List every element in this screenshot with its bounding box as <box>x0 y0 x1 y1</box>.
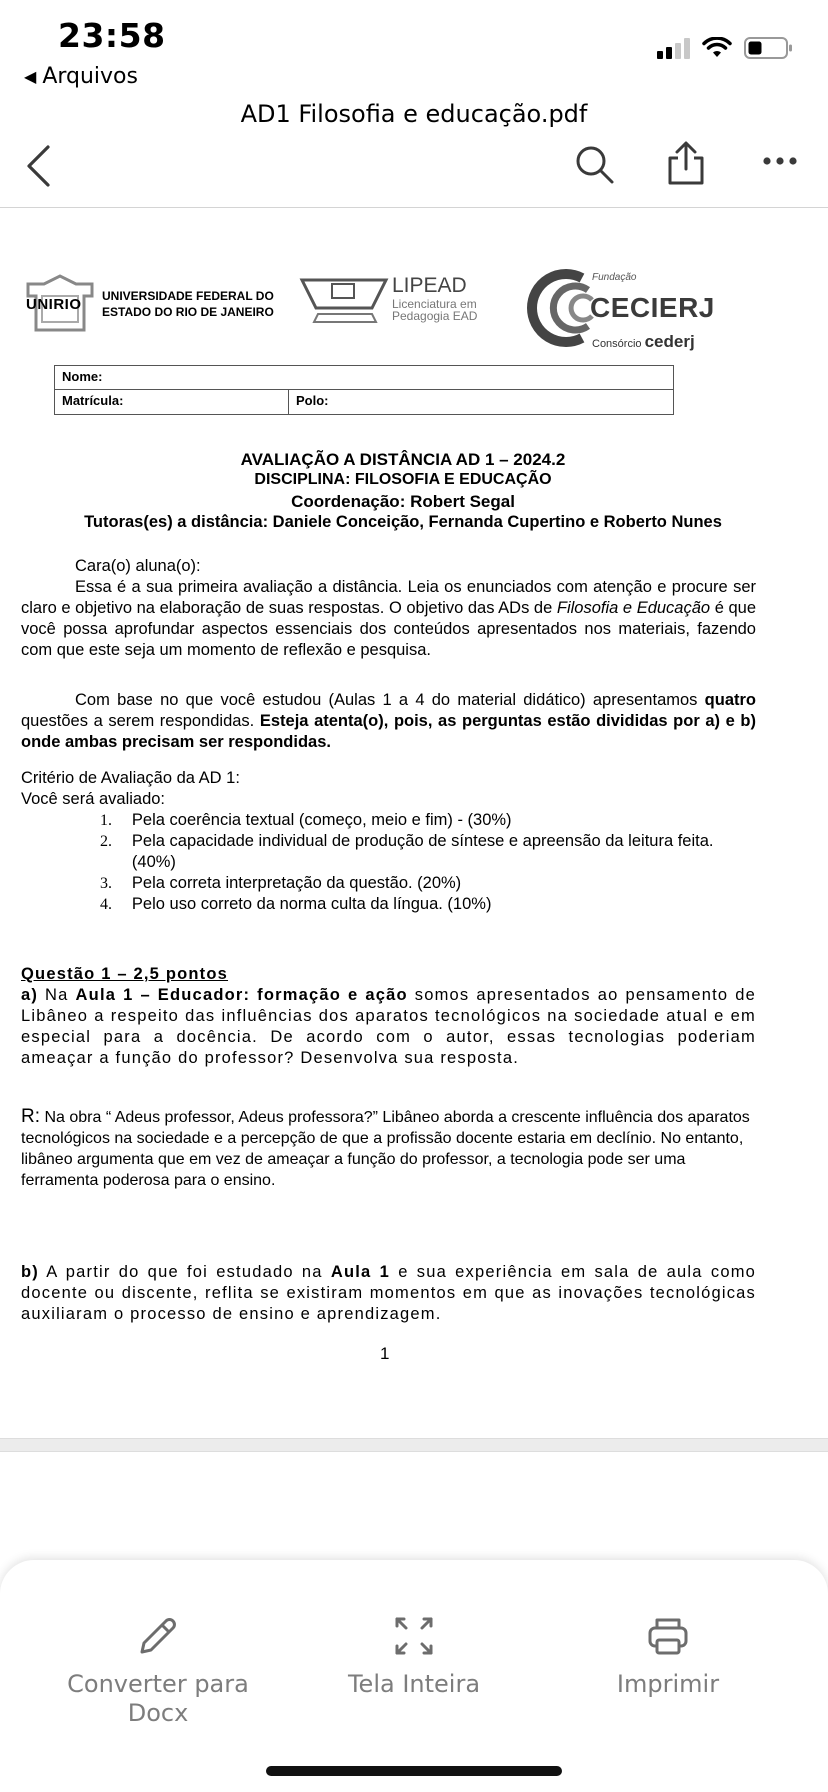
greeting: Cara(o) aluna(o): <box>75 557 201 575</box>
doc-heading-coordenacao: Coordenação: Robert Segal <box>291 492 515 511</box>
share-icon[interactable] <box>664 140 708 186</box>
chevron-left-icon[interactable] <box>24 144 54 188</box>
criteria-subtitle: Você será avaliado: <box>21 790 166 808</box>
fullscreen-button[interactable] <box>304 1614 524 1699</box>
nome-label: Nome: <box>62 369 103 384</box>
criteria-item: 2. Pela capacidade individual de produção de síntese e apreensão da leitura feita. (40%) <box>100 832 714 871</box>
intro-paragraph-2: Com base no que você estudou (Aulas 1 a 4 do material didático) apresentamos quatro questões a serem respondidas. Esteja atenta(o), pois, as perguntas estão divididas por a) e b) onde ambas precisam ser respondidas. <box>21 691 756 751</box>
criteria-list <box>100 810 760 915</box>
home-indicator <box>266 1766 562 1776</box>
print-label: Imprimir <box>616 1670 720 1698</box>
question-1a: a) Na Aula 1 – Educador: formação e ação somos apresentados ao pensamento de Libâneo a respeito das influências dos aparatos tecnológicos na sociedade atual e em especial para a docência. De acordo com o autor, essas tecnologias poderiam ameaçar a função do professor? Desenvolva sua resposta. <box>21 986 757 1067</box>
signal-icon <box>657 37 690 59</box>
criteria-item: 1. Pela coerência textual (começo, meio e fim) - (30%) <box>100 811 512 829</box>
question-1-title: Questão 1 – 2,5 pontos <box>21 965 229 983</box>
back-triangle-icon: ◀ <box>24 67 37 86</box>
answer-1a: R: Na obra “ Adeus professor, Adeus professora?” Libâneo aborda a crescente influência dos aparatos tecnológicos na sociedade e a percepção de que a profissão docente estaria em declínio. No entanto, libâneo argumenta que em vez de ameaçar a função do professor, a tecnologia pode ser uma ferramenta poderosa para o ensino. <box>21 1106 750 1189</box>
status-icons <box>657 36 794 60</box>
back-app-label: Arquivos <box>42 64 138 89</box>
printer-icon <box>646 1614 690 1658</box>
pencil-icon <box>136 1614 180 1658</box>
intro-paragraph-1: Essa é a sua primeira avaliação a distância. Leia os enunciados com atenção e procure ser claro e objetivo na elaboração de suas respostas. O objetivo das ADs de Filosofia e Educação é que você possa aprofundar aspectos essenciais dos conteúdos apresentados nos materiais, fazendo com que este seja um momento de reflexão e pesquisa. <box>21 578 757 659</box>
unirio-logo: UNIRIO UNIVERSIDADE FEDERAL DO ESTADO DO RIO DE JANEIRO <box>20 274 292 334</box>
more-icon[interactable] <box>762 156 798 166</box>
convert-docx-label: Converter para Docx <box>67 1670 249 1727</box>
print-button[interactable] <box>558 1614 778 1699</box>
search-icon[interactable] <box>574 144 616 186</box>
page-number: 1 <box>380 1344 390 1363</box>
doc-heading-tutoras: Tutoras(es) a distância: Daniele Conceição, Fernanda Cupertino e Roberto Nunes <box>84 513 722 531</box>
polo-label: Polo: <box>296 393 329 408</box>
fullscreen-label: Tela Inteira <box>347 1670 481 1698</box>
cecierj-logo: Fundação CECIERJ Consórcio cederj <box>512 268 602 353</box>
status-time: 23:58 <box>58 16 166 55</box>
convert-docx-button[interactable] <box>48 1614 268 1728</box>
wifi-icon <box>702 37 732 59</box>
question-1b: b) A partir do que foi estudado na Aula 1 e sua experiência em sala de aula como docente ou discente, reflita se existiram momentos em que as inovações tecnológicas auxiliaram o processo de ensino e aprendizagem. <box>21 1263 757 1323</box>
doc-heading-title: AVALIAÇÃO A DISTÂNCIA AD 1 – 2024.2 <box>240 450 566 469</box>
document-title: AD1 Filosofia e educação.pdf <box>240 100 588 128</box>
back-to-app-button[interactable] <box>24 64 138 89</box>
battery-icon <box>744 36 794 60</box>
matricula-label: Matrícula: <box>55 390 289 414</box>
lipead-logo: LIPEAD Licenciatura em Pedagogia EAD <box>296 268 477 328</box>
expand-icon <box>392 1614 436 1658</box>
doc-heading-disciplina: DISCIPLINA: FILOSOFIA E EDUCAÇÃO <box>254 471 552 488</box>
page-separator <box>0 1438 828 1452</box>
bottom-action-sheet <box>0 1560 828 1792</box>
criteria-item: 3. Pela correta interpretação da questão. (20%) <box>100 874 462 892</box>
criteria-item: 4. Pelo uso correto da norma culta da língua. (10%) <box>100 895 492 913</box>
criteria-title: Critério de Avaliação da AD 1: <box>21 769 240 787</box>
student-id-table <box>54 365 674 415</box>
logos-header <box>20 268 720 351</box>
pdf-page[interactable] <box>0 208 828 1440</box>
